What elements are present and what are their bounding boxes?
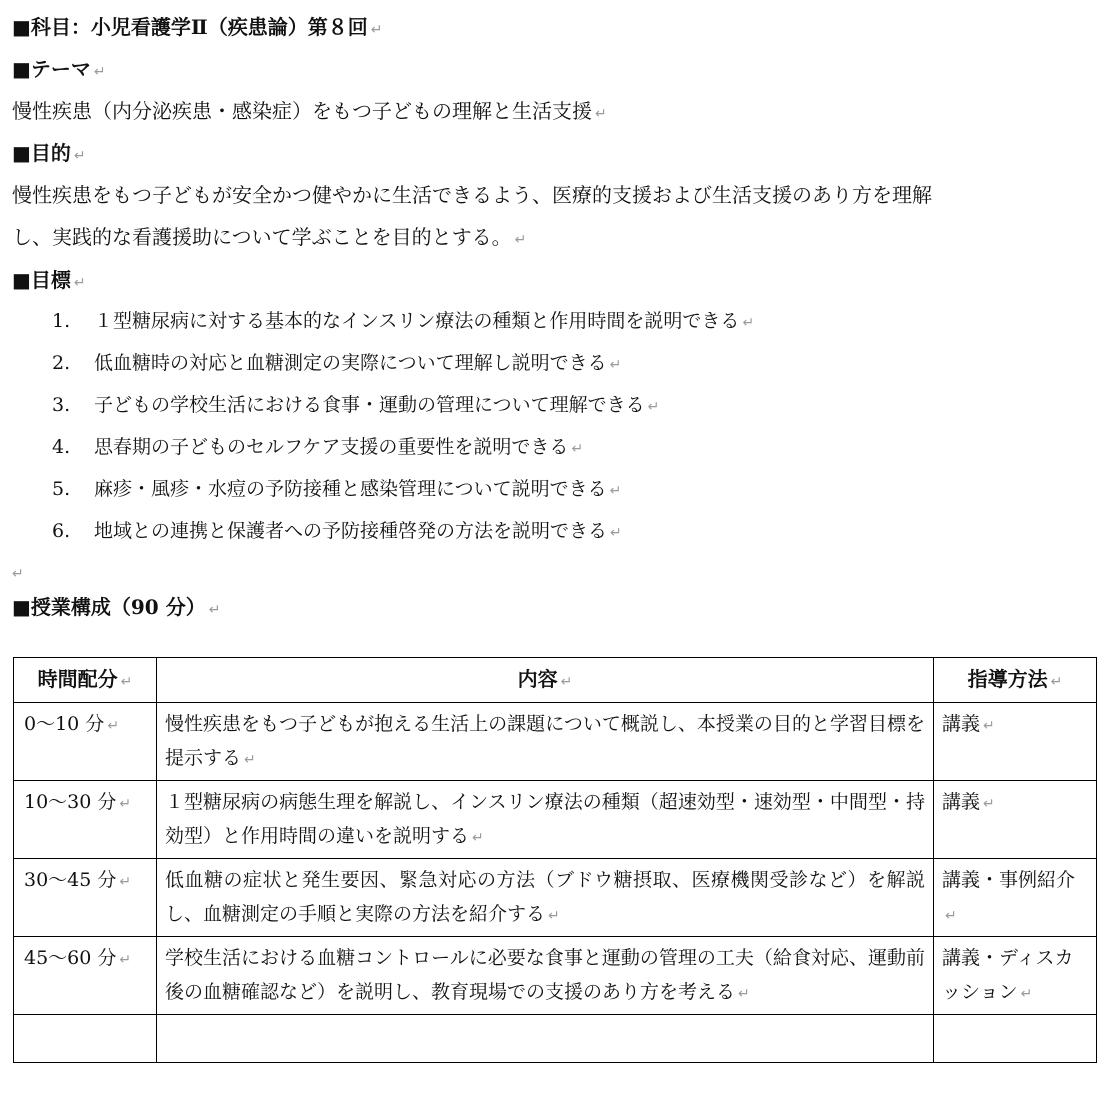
cell-time: 45〜60 分 ↵ [14,937,157,1015]
cell-method: 講義 ↵ [934,703,1097,781]
table-header-row [14,658,1097,703]
header-method: 指導方法 ↵ [934,658,1097,703]
list-item: 4. 思春期の子どものセルフケア支援の重要性を説明できる ↵ [52,436,584,458]
list-item: 5. 麻疹・風疹・水痘の予防接種と感染管理について説明できる ↵ [52,478,622,500]
theme-text: 慢性疾患（内分泌疾患・感染症）をもつ子どもの理解と生活支援 ↵ [12,99,607,123]
theme-heading: ■テーマ ↵ [12,57,106,81]
header-content: 内容 ↵ [157,658,934,703]
purpose-heading: ■目的 ↵ [12,141,86,165]
goals-list [12,300,1103,552]
table-row [14,859,1097,937]
goals-heading: ■目標 ↵ [12,268,86,292]
purpose-text [12,174,1103,261]
cell-time: 10〜30 分 ↵ [14,781,157,859]
header-time: 時間配分 ↵ [14,658,157,703]
cell-content: 慢性疾患をもつ子どもが抱える生活上の課題について概説し、本授業の目的と学習目標を提示する ↵ [157,703,934,781]
paragraph-mark-icon: ↵ [370,22,383,38]
paragraph-mark-icon: ↵ [609,483,622,499]
list-item: 3. 子どもの学校生活における食事・運動の管理について理解できる ↵ [52,394,660,416]
table-row [14,1015,1097,1063]
paragraph-mark-icon: ↵ [93,64,106,80]
cell-method: 講義・事例紹介↵ [934,859,1097,937]
purpose-line-1: 慢性疾患をもつ子どもが安全かつ健やかに生活できるよう、医療的支援および生活支援のあり方を理解 [12,183,932,207]
subject-heading: ■科目：小児看護学Ⅱ（疾患論）第８回 ↵ [12,15,383,39]
lesson-structure-table [13,657,1097,1063]
table-row [14,937,1097,1015]
paragraph-mark-icon: ↵ [647,399,660,415]
paragraph-mark-icon: ↵ [571,441,584,457]
paragraph-mark-icon: ↵ [742,315,755,331]
cell-content: 学校生活における血糖コントロールに必要な食事と運動の管理の工夫（給食対応、運動前後の血糖確認など）を説明し、教育現場での支援のあり方を考える ↵ [157,937,934,1015]
list-item: 6. 地域との連携と保護者への予防接種啓発の方法を説明できる ↵ [52,520,622,542]
cell-method: 講義 ↵ [934,781,1097,859]
purpose-line-2: し、実践的な看護援助について学ぶことを目的とする。 ↵ [12,225,527,249]
paragraph-mark-icon: ↵ [514,232,527,248]
cell-time: 30〜45 分 ↵ [14,859,157,937]
list-item: 2. 低血糖時の対応と血糖測定の実際について理解し説明できる ↵ [52,352,622,374]
document-page [12,14,1103,636]
paragraph-mark-icon: ↵ [595,106,607,122]
paragraph-mark-icon: ↵ [208,602,221,618]
paragraph-mark-icon: ↵ [73,148,86,164]
paragraph-mark-icon: ↵ [12,566,24,582]
paragraph-mark-icon: ↵ [609,357,622,373]
table-row [14,781,1097,859]
cell-content: 低血糖の症状と発生要因、緊急対応の方法（ブドウ糖摂取、医療機関受診など）を解説し、血糖測定の手順と実際の方法を紹介する ↵ [157,859,934,937]
paragraph-mark-icon: ↵ [610,525,622,541]
paragraph-mark-icon: ↵ [73,275,86,291]
cell-time: 0〜10 分 ↵ [14,703,157,781]
structure-heading: ■授業構成（90 分） ↵ [12,595,221,619]
list-item: 1. １型糖尿病に対する基本的なインスリン療法の種類と作用時間を説明できる ↵ [52,310,755,332]
empty-paragraph [12,552,1103,594]
table-row [14,703,1097,781]
cell-method: 講義・ディスカッション ↵ [934,937,1097,1015]
cell-content: １型糖尿病の病態生理を解説し、インスリン療法の種類（超速効型・速効型・中間型・持効型）と作用時間の違いを説明する ↵ [157,781,934,859]
